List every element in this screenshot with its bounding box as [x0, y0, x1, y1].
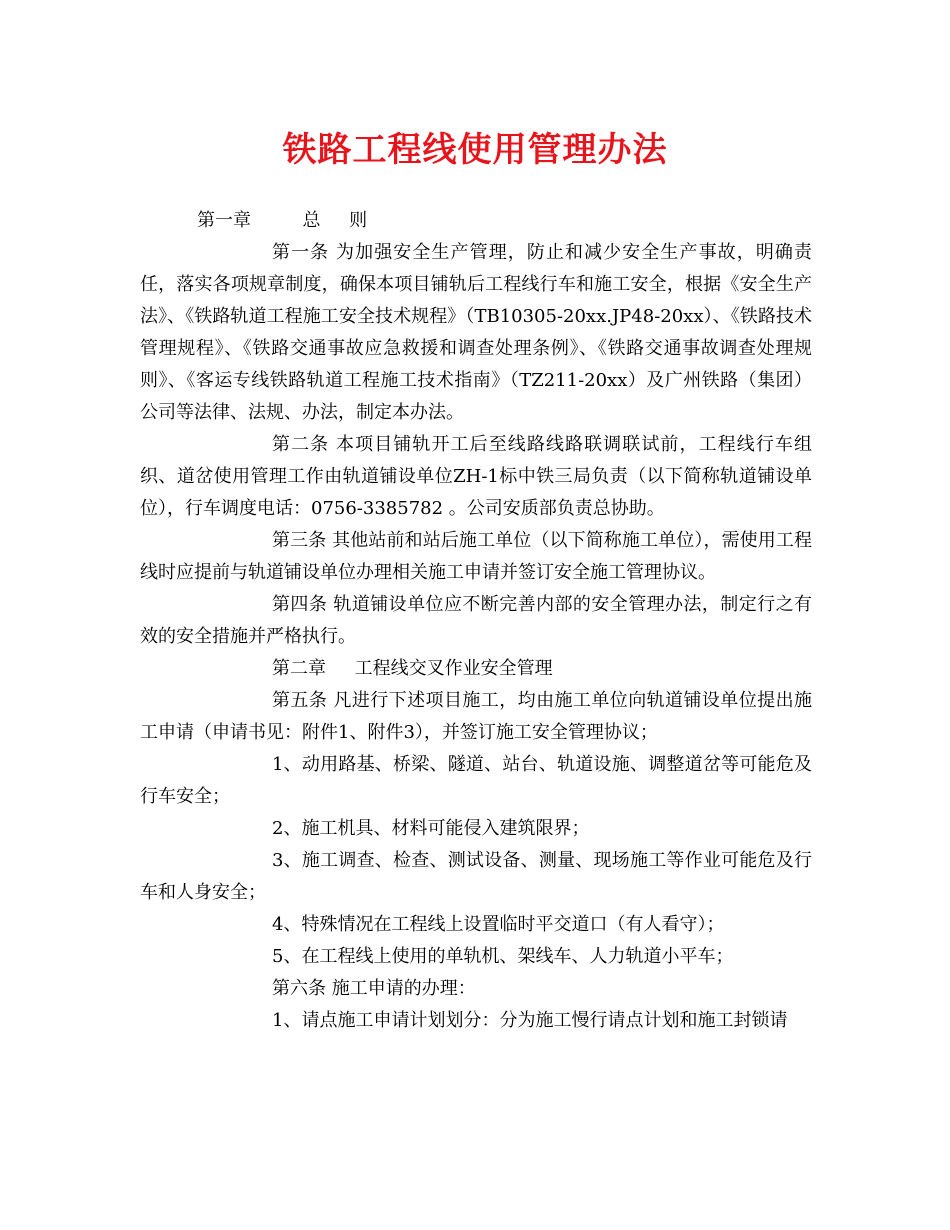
paragraph: 4、特殊情况在工程线上设置临时平交道口（有人看守）； [272, 914, 725, 935]
paragraph: 1、请点施工申请计划划分：分为施工慢行请点计划和施工封锁请 [272, 1010, 788, 1031]
paragraph: 第二条 本项目铺轨开工后至线路线路联调联试前，工程线行车组织、道岔使用管理工作由轨道铺设单位ZH-1标中铁三局负责（以下简称轨道铺设单位），行车调度电话：0756-3385782 。公司安质部负责总协助。 [140, 434, 812, 519]
chapter-heading: 第二章 工程线交叉作业安全管理 [272, 658, 553, 679]
paragraph: 3、施工调查、检查、测试设备、测量、现场施工等作业可能危及行车和人身安全； [140, 850, 812, 903]
paragraph: 第四条 轨道铺设单位应不断完善内部的安全管理办法，制定行之有效的安全措施并严格执行。 [140, 594, 812, 647]
paragraph: 1、动用路基、桥梁、隧道、站台、轨道设施、调整道岔等可能危及行车安全； [140, 754, 812, 807]
paragraph: 第五条 凡进行下述项目施工，均由施工单位向轨道铺设单位提出施工申请（申请书见：附件1、附件3），并签订施工安全管理协议； [140, 690, 812, 743]
paragraph: 第六条 施工申请的办理： [272, 978, 476, 999]
document-body [140, 205, 812, 1037]
paragraph: 第三条 其他站前和站后施工单位（以下简称施工单位），需使用工程线时应提前与轨道铺设单位办理相关施工申请并签订安全施工管理协议。 [140, 530, 812, 583]
paragraph: 2、施工机具、材料可能侵入建筑限界； [272, 818, 590, 839]
paragraph: 5、在工程线上使用的单轨机、架线车、人力轨道小平车； [272, 946, 734, 967]
document-title: 铁路工程线使用管理办法 [282, 130, 668, 170]
chapter-heading: 第一章 总 则 [197, 210, 368, 231]
paragraph: 第一条 为加强安全生产管理，防止和减少安全生产事故，明确责任，落实各项规章制度，确保本项目铺轨后工程线行车和施工安全，根据《安全生产法》、《铁路轨道工程施工安全技术规程》（TB10305-20xx.JP48-20xx）、《铁路技术管理规程》、《铁路交通事故应急救援和调查处理条例》、《铁路交通事故调查处理规则》、《客运专线铁路轨道工程施工技术指南》（TZ211-20xx）及广州铁路（集团）公司等法律、法规、办法，制定本办法。 [140, 242, 812, 423]
